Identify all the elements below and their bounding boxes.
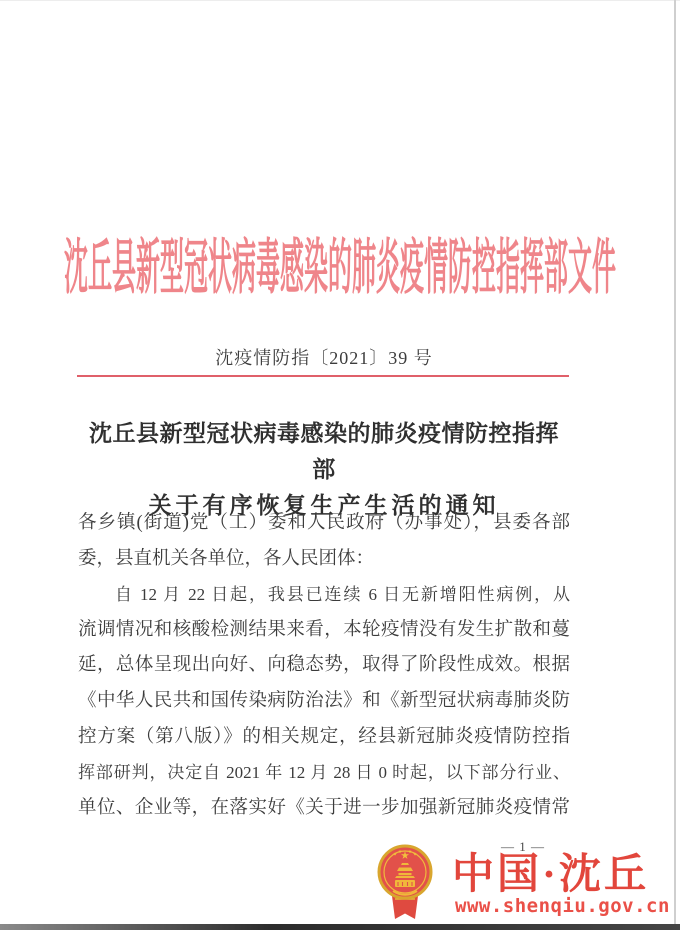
page-number: — 1 — xyxy=(501,839,545,854)
letterhead-divider-line xyxy=(77,375,569,377)
letterhead-title xyxy=(0,236,680,306)
body-line: 延，总体呈现出向好、向稳态势，取得了阶段性成效。根据 xyxy=(78,655,570,676)
site-url-text: www.shenqiu.gov.cn xyxy=(455,895,670,917)
body-line: 控方案（第八版）》的相关规定，经县新冠肺炎疫情防控指 xyxy=(78,726,570,747)
body-line: 挥部研判，决定自 2021 年 12 月 28 日 0 时起，以下部分行业、 xyxy=(78,763,570,783)
document-body xyxy=(78,506,570,826)
body-line: 《中华人民共和国传染病防治法》和《新型冠状病毒肺炎防 xyxy=(78,690,570,711)
body-line: 各乡镇(街道)党（工）委和人民政府（办事处），县委各部 xyxy=(78,513,570,533)
site-logo-text: 中国·沈丘 xyxy=(452,852,650,898)
letterhead-title-text: 沈丘县新型冠状病毒感染的肺炎疫情防控指挥部文件 xyxy=(64,235,616,301)
body-line: 自 12 月 22 日起，我县已连续 6 日无新增阳性病例，从 xyxy=(115,585,570,605)
body-line: 单位、企业等，在落实好《关于进一步加强新冠肺炎疫情常 xyxy=(78,797,570,818)
scan-edge-right xyxy=(674,0,676,924)
document-number: 沈疫情防指〔2021〕39 号 xyxy=(215,348,433,368)
national-emblem-icon xyxy=(377,842,433,922)
body-line: 委，县直机关各单位，各人民团体： xyxy=(78,548,375,569)
scan-edge-bottom xyxy=(0,924,680,930)
document-title-line2: 关于有序恢复生产生活的通知 xyxy=(148,493,500,518)
document-title-line1: 沈丘县新型冠状病毒感染的肺炎疫情防控指挥部 xyxy=(89,421,559,482)
scan-edge-top xyxy=(0,0,680,1)
body-line: 流调情况和核酸检测结果来看，本轮疫情没有发生扩散和蔓 xyxy=(78,619,570,640)
